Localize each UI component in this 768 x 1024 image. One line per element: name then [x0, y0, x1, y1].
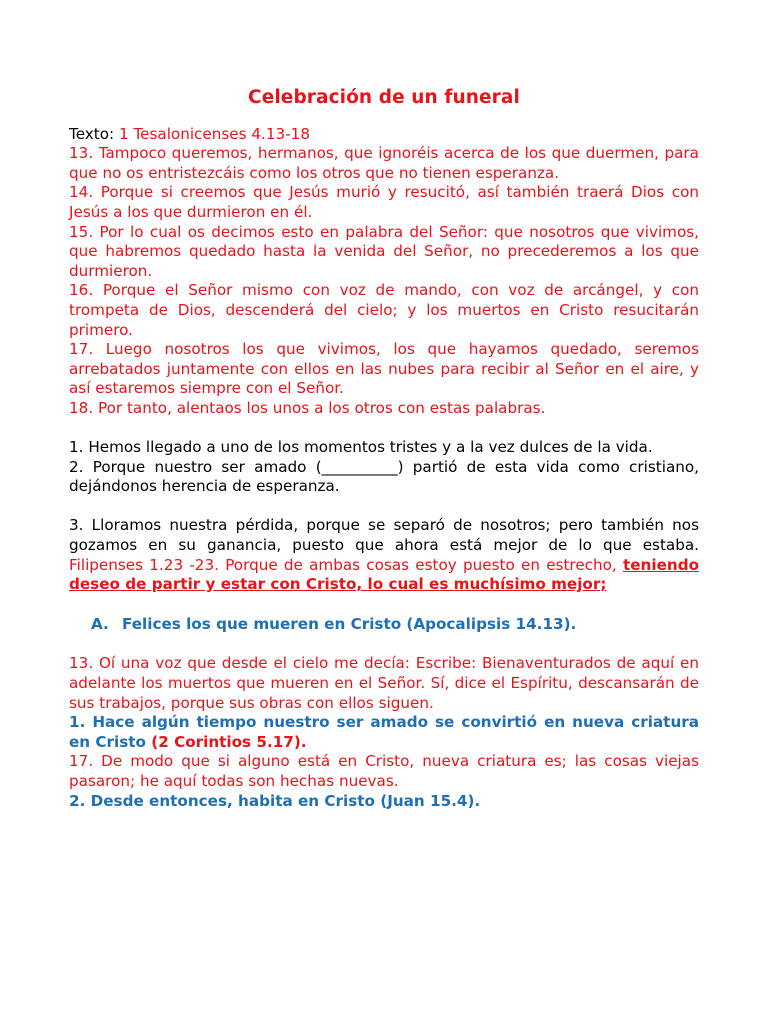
- texto-label: Texto:: [69, 124, 115, 143]
- verse-18: 18. Por tanto, alentaos los unos a los otros con estas palabras.: [69, 398, 546, 417]
- texto-line: [69, 125, 699, 145]
- subpoint-1: [69, 713, 699, 752]
- verse-17: 17. Luego nosotros los que vivimos, los que hayamos quedado, seremos arrebatados juntamente con ellos en las nubes para recibir al Señor en el aire, y así estaremos siempre con el Señor.: [69, 340, 699, 398]
- verse-16: 16. Porque el Señor mismo con voz de mando, con voz de arcángel, y con trompeta de Dios, descenderá del cielo; y los muertos en Cristo resucitarán primero.: [69, 281, 699, 339]
- point-3-reference: Filipenses 1.23 -23. Porque de ambas cosas estoy puesto en estrecho,: [69, 555, 623, 574]
- subpoint-1-reference: (2 Corintios 5.17).: [145, 732, 307, 751]
- point-2: 2. Porque nuestro ser amado (__________) partió de esta vida como cristiano, dejándonos herencia de esperanza.: [69, 457, 699, 496]
- texto-reference: 1 Tesalonicenses 4.13-18: [114, 124, 310, 143]
- point-3-emphasis: teniendo deseo de partir y estar con Cristo, lo cual es muchísimo mejor;: [69, 555, 699, 594]
- subpoint-1-text: 1. Hace algún tiempo nuestro ser amado se convirtió en nueva criatura en Cristo: [69, 713, 699, 751]
- verse-15: 15. Por lo cual os decimos esto en palabra del Señor: que nosotros que vivimos, que habremos quedado hasta la venida del Señor, no precederemos a los que durmieron.: [69, 222, 699, 280]
- subpoint-2: 2. Desde entonces, habita en Cristo (Juan 15.4).: [69, 791, 481, 810]
- document-title: Celebración de un funeral: [248, 87, 520, 108]
- verse-14: 14. Porque si creemos que Jesús murió y resucitó, así también traerá Dios con Jesús a los que durmieron en él.: [69, 183, 699, 221]
- point-3: [69, 516, 699, 594]
- verse-corintios-17: 17. De modo que si alguno está en Cristo, nueva criatura es; las cosas viejas pasaron; he aquí todas son hechas nuevas.: [69, 752, 699, 790]
- section-a-text: Felices los que mueren en Cristo (Apocalipsis 14.13).: [122, 614, 577, 633]
- verse-apocalipsis-13: 13. Oí una voz que desde el cielo me decía: Escribe: Bienaventurados de aquí en adelante los muertos que mueren en el Señor. Sí, dice el Espíritu, descansarán de sus trabajos, porque sus obras con ellos siguen.: [69, 654, 699, 712]
- point-3-text: 3. Lloramos nuestra pérdida, porque se separó de nosotros; pero también nos gozamos en su ganancia, puesto que ahora está mejor de lo que estaba.: [69, 516, 699, 555]
- section-a-letter: A.: [91, 614, 109, 633]
- document-page: [69, 88, 699, 811]
- point-1: 1. Hemos llegado a uno de los momentos tristes y a la vez dulces de la vida.: [69, 438, 653, 457]
- section-a-heading: [69, 615, 699, 635]
- verse-13: 13. Tampoco queremos, hermanos, que ignoréis acerca de los que duermen, para que no os entristezcáis como los otros que no tienen esperanza.: [69, 144, 699, 182]
